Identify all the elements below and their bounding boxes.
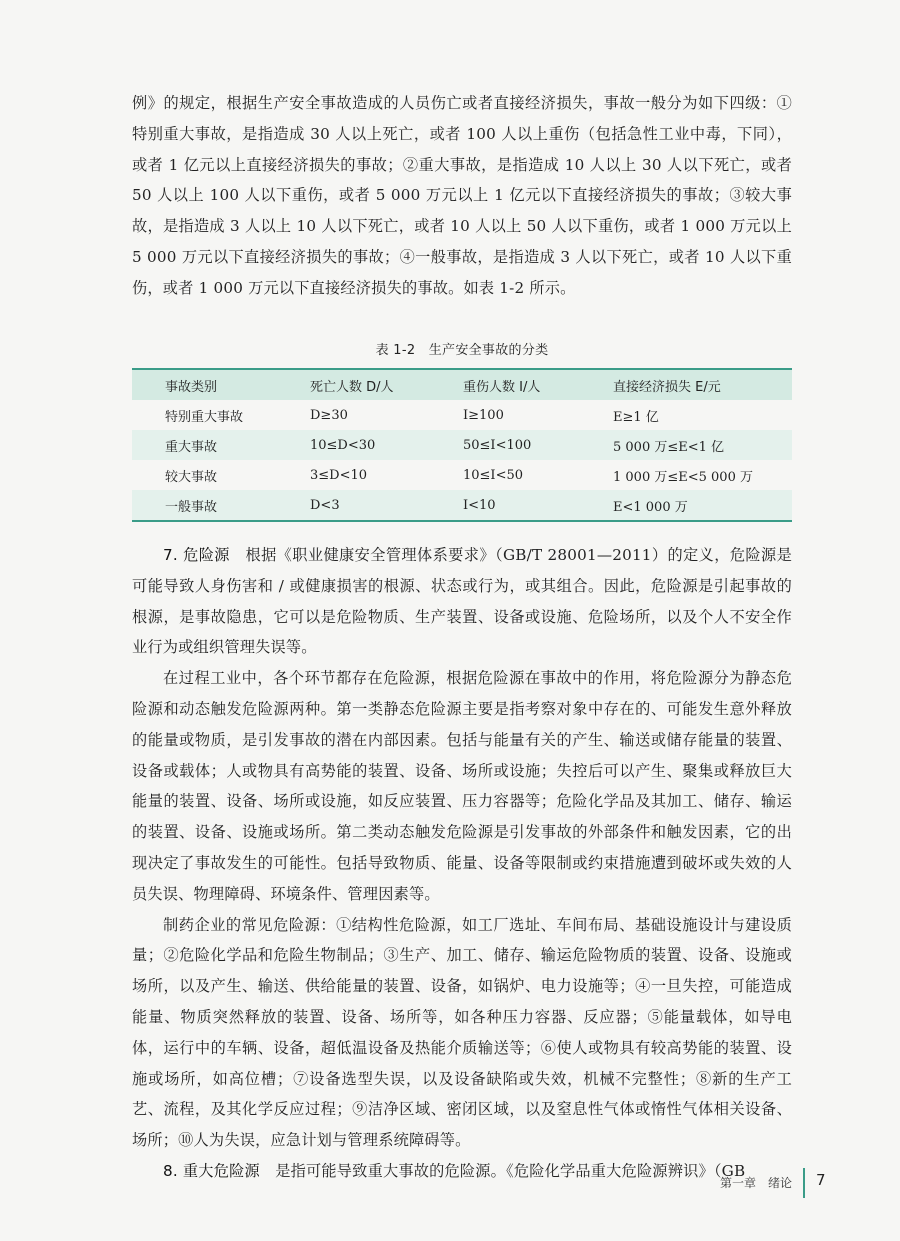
cell-category: 特别重大事故 — [165, 409, 244, 425]
hazard-source-definition: 根据《职业健康安全管理体系要求》（GB/T 28001—2011）的定义，危险源是可能导致人身伤害和 / 或健康损害的根源、状态或行为，或其组合。因此，危险源是引起事故的根源，是事故隐患，它可以是危险物质、生产装置、设备或设施、危险场所，以及个人不安全作业行为或组织管理失误等。 — [132, 546, 792, 657]
section-title-hazard-source: 7. 危险源 — [163, 546, 230, 564]
cell-deaths: 10≤D<30 — [310, 437, 376, 453]
table-row — [132, 460, 792, 490]
cell-loss: 1 000 万≤E<5 000 万 — [613, 469, 753, 485]
paragraph-process-industry: 在过程工业中，各个环节都存在危险源，根据危险源在事故中的作用，将危险源分为静态危险源和动态触发危险源两种。第一类静态危险源主要是指考察对象中存在的、可能发生意外释放的能量或物质，是引发事故的潜在内部因素。包括与能量有关的产生、输送或储存能量的装置、设备或载体；人或物具有高势能的装置、设备、场所或设施；失控后可以产生、聚集或释放巨大能量的装置、设备、场所或设施，如反应装置、压力容器等；危险化学品及其加工、储存、输运的装置、设备、设施或场所。第二类动态触发危险源是引发事故的外部条件和触发因素，它的出现决定了事故发生的可能性。包括导致物质、能量、设备等限制或约束措施遭到破坏或失效的人员失误、物理障碍、环境条件、管理因素等。 — [132, 669, 792, 903]
table-row — [132, 400, 792, 430]
header-category: 事故类别 — [165, 379, 218, 395]
page-number: 7 — [816, 1171, 826, 1189]
paragraph-hazard-source — [132, 540, 792, 663]
table-header-row — [132, 369, 792, 400]
cell-loss: E<1 000 万 — [613, 499, 688, 515]
cell-injuries: I<10 — [463, 497, 496, 513]
body-text-top — [132, 88, 792, 304]
cell-injuries: I≥100 — [463, 407, 504, 423]
cell-injuries: 10≤I<50 — [463, 467, 524, 483]
header-deaths: 死亡人数 D/人 — [310, 379, 394, 395]
major-hazard-definition: 是指可能导致重大事故的危险源。《危险化学品重大危险源辨识》（GB — [275, 1161, 746, 1180]
table-row — [132, 490, 792, 521]
body-text-bottom — [132, 540, 792, 1187]
section-title-major-hazard: 8. 重大危险源 — [163, 1161, 260, 1180]
paragraph-accident-levels: 例》的规定，根据生产安全事故造成的人员伤亡或者直接经济损失，事故一般分为如下四级：①特别重大事故，是指造成 30 人以上死亡，或者 100 人以上重伤（包括急性工业中毒，下同），或者 1 亿元以上直接经济损失的事故；②重大事故，是指造成 10 人以上 30 人以下死亡，或者 50 人以上 100 人以下重伤，或者 5 000 万元以上 1 亿元以下直接经济损失的事故；③较大事故，是指造成 3 人以上 10 人以下死亡，或者 10 人以上 50 人以下重伤，或者 1 000 万元以上 5 000 万元以下直接经济损失的事故；④一般事故，是指造成 3 人以下死亡，或者 10 人以下重伤，或者 1 000 万元以下直接经济损失的事故。如表 1-2 所示。 — [132, 94, 792, 297]
cell-loss: 5 000 万≤E<1 亿 — [613, 439, 725, 455]
cell-injuries: 50≤I<100 — [463, 437, 532, 453]
chapter-label: 第一章 绪论 — [719, 1176, 792, 1190]
table-caption: 表 1-2 生产安全事故的分类 — [375, 343, 549, 358]
cell-deaths: 3≤D<10 — [310, 467, 368, 483]
header-injuries: 重伤人数 I/人 — [463, 379, 541, 395]
cell-loss: E≥1 亿 — [613, 409, 659, 425]
paragraph-pharma-hazards: 制药企业的常见危险源：①结构性危险源，如工厂选址、车间布局、基础设施设计与建设质量；②危险化学品和危险生物制品；③生产、加工、储存、输运危险物质的装置、设备、设施或场所，以及产生、输送、供给能量的装置、设备，如锅炉、电力设施等；④一旦失控，可能造成能量、物质突然释放的装置、设备、场所等，如各种压力容器、反应器；⑤能量载体，如导电体，运行中的车辆、设备，超低温设备及热能介质输送等；⑥使人或物具有较高势能的装置、设施或场所，如高位槽；⑦设备选型失误，以及设备缺陷或失效，机械不完整性；⑧新的生产工艺、流程，及其化学反应过程；⑨洁净区域、密闭区域，以及窒息性气体或惰性气体相关设备、场所；⑩人为失误，应急计划与管理系统障碍等。 — [132, 915, 792, 1150]
cell-category: 较大事故 — [165, 469, 218, 485]
cell-deaths: D<3 — [310, 497, 340, 513]
page-footer — [0, 1168, 900, 1198]
header-loss: 直接经济损失 E/元 — [613, 379, 721, 395]
footer-divider — [803, 1168, 805, 1198]
cell-deaths: D≥30 — [310, 407, 348, 423]
table-row — [132, 430, 792, 460]
cell-category: 重大事故 — [165, 439, 218, 455]
accident-classification-table — [132, 368, 792, 522]
accident-classification-table-block — [132, 339, 792, 522]
cell-category: 一般事故 — [165, 499, 218, 515]
